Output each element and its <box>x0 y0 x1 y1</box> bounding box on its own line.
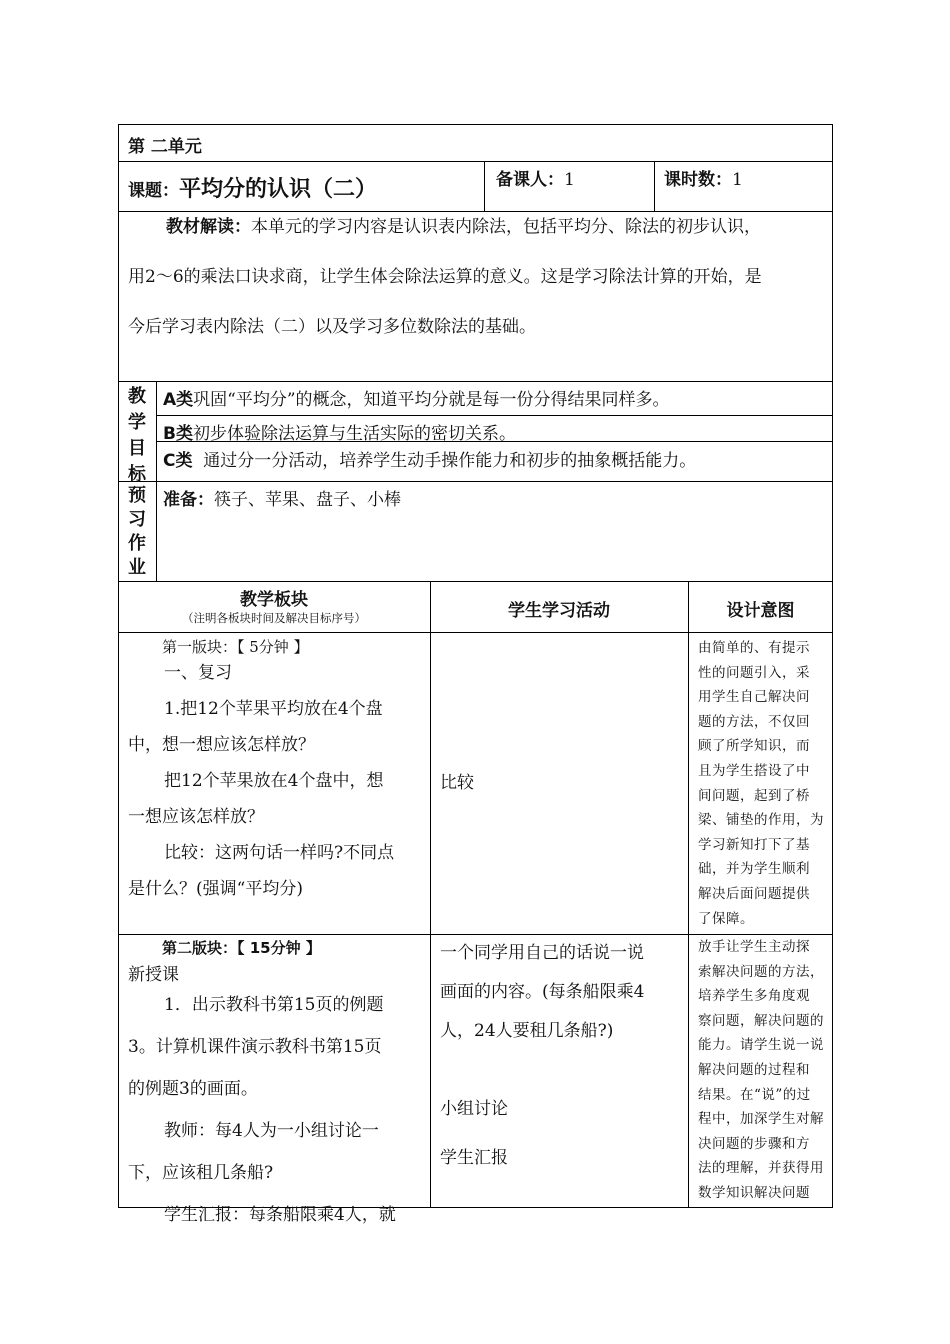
block1-line: 比较：这两句话一样吗?不同点 <box>164 843 395 863</box>
block1-line: 是什么？(强调“平均分) <box>128 879 303 899</box>
block2-activity-discuss: 小组讨论 <box>440 1099 508 1119</box>
block2-content <box>128 984 396 1236</box>
preparer-field <box>496 165 575 190</box>
col3-title: 设计意图 <box>726 601 795 621</box>
interpretation-line-1: 教材解读：本单元的学习内容是认识表内除法，包括平均分、除法的初步认识， <box>166 217 761 237</box>
block2-line: 下，应该租几条船? <box>128 1163 274 1183</box>
topic-row <box>128 172 377 203</box>
block1-activity: 比较 <box>440 773 474 793</box>
unit-label: 第 二单元 <box>128 137 202 157</box>
topic-label: 课题： <box>128 181 179 201</box>
preview-prep: 准备：筷子、苹果、盘子、小棒 <box>163 490 401 510</box>
block1-heading: 第一版块：【 5分钟 】 <box>162 638 309 656</box>
block1-line: 把12个苹果放在4个盘中，想 <box>164 771 384 791</box>
lesson-plan-table <box>118 124 833 1225</box>
preparer-label: 备课人： <box>496 170 564 190</box>
hours-value: 1 <box>732 170 743 190</box>
preparer-value: 1 <box>564 170 575 190</box>
block1-line: 1.把12个苹果平均放在4个盘 <box>164 699 383 719</box>
block2-line: 的例题3的画面。 <box>128 1079 258 1099</box>
block1-content <box>128 655 394 907</box>
block2-line: 学生汇报：每条船限乘4人，就 <box>164 1205 396 1225</box>
block2-line: 3。计算机课件演示教科书第15页 <box>128 1037 382 1057</box>
hours-label: 课时数： <box>664 170 732 190</box>
col1-note: （注明各板块时间及解决目标序号） <box>182 611 366 625</box>
preview-label: 预 习 作 业 <box>128 485 146 578</box>
topic-title: 平均分的认识（二） <box>179 177 378 202</box>
goals-label: 教 学 目 标 <box>128 386 146 485</box>
block2-intent: 放手让学生主动探 索解决问题的方法， 培养学生多角度观 察问题，解决问题的 能力。请学生说一说 解决问题的过程和 结果。在“说”的过 程中，加深学生对解 决问题的步骤和方 法的理解，并获得用 数学知识解决问题 <box>698 939 824 1201</box>
interpretation-line-3: 今后学习表内除法（二）以及学习多位数除法的基础。 <box>128 317 536 337</box>
block1-line: 中，想一想应该怎样放？ <box>128 735 315 755</box>
block2-heading: 第二版块：【 15分钟 】 <box>162 939 321 957</box>
block2-activity-report: 学生汇报 <box>440 1148 508 1168</box>
goal-a: A类巩固“平均分”的概念，知道平均分就是每一份分得结果同样多。 <box>163 390 670 410</box>
goal-c-label: C类 <box>163 451 193 471</box>
col2-title: 学生学习活动 <box>508 601 610 621</box>
block2-line: 新授课 <box>128 965 179 985</box>
hours-field <box>664 165 743 190</box>
block1-intent: 由简单的、有提示 性的问题引入，采 用学生自己解决问 题的方法，不仅回 顾了所学知识，而 且为学生搭设了中 间问题，起到了桥 梁、铺垫的作用，为 学习新知打下了基 础，并为学生顺利 解决后面问题提供 了保障。 <box>698 640 824 927</box>
goal-a-label: A类 <box>163 390 194 410</box>
preview-prep-label: 准备： <box>163 490 214 510</box>
block2-activity: 一个同学用自己的话说一说 画面的内容。(每条船限乘4 人，24人要租几条船?) <box>440 943 645 1041</box>
block1-line: 一、复习 <box>164 663 232 683</box>
interpretation-label: 教材解读： <box>166 217 251 237</box>
block2-line: 1．出示教科书第15页的例题 <box>164 995 384 1015</box>
goal-b-label: B类 <box>163 424 193 444</box>
block2-line: 教师：每4人为一小组讨论一 <box>164 1121 379 1141</box>
goal-c: C类 通过分一分活动，培养学生动手操作能力和初步的抽象概括能力。 <box>163 451 697 471</box>
block1-line: 一想应该怎样放？ <box>128 807 264 827</box>
interpretation-line-2: 用2～6的乘法口诀求商，让学生体会除法运算的意义。这是学习除法计算的开始，是 <box>128 267 762 287</box>
goal-b: B类初步体验除法运算与生活实际的密切关系。 <box>163 424 516 444</box>
col1-title: 教学板块 <box>240 590 308 610</box>
